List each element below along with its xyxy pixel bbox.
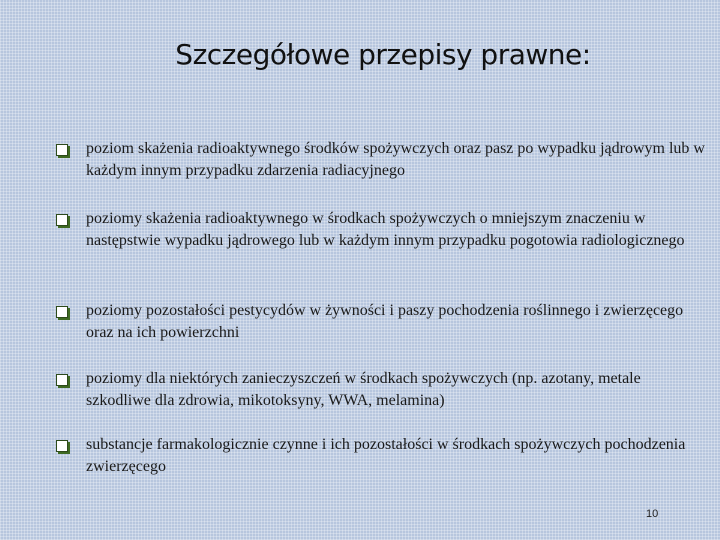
checkbox-bullet-icon: [56, 374, 68, 386]
bullet-text: poziom skażenia radioaktywnego środków spożywczych oraz pasz po wypadku jądrowym lub w każdym innym przypadku zdarzenia radiacyjnego: [86, 140, 705, 179]
list-item: [56, 208, 706, 252]
list-item: [56, 434, 706, 478]
checkbox-bullet-icon: [56, 440, 68, 452]
checkbox-bullet-icon: [56, 214, 68, 226]
bullet-text: poziomy skażenia radioaktywnego w środkach spożywczych o mniejszym znaczeniu w następstwie wypadku jądrowego lub w każdym innym przypadku pogotowia radiologicznego: [86, 210, 685, 249]
bullet-list: [56, 138, 706, 478]
bullet-text: poziomy dla niektórych zanieczyszczeń w środkach spożywczych (np. azotany, metale szkodliwe dla zdrowia, mikotoksyny, WWA, melamina): [86, 370, 641, 409]
checkbox-bullet-icon: [56, 144, 68, 156]
list-item: [56, 368, 706, 412]
bullet-text: substancje farmakologicznie czynne i ich pozostałości w środkach spożywczych pochodzenia zwierzęcego: [86, 436, 686, 475]
list-item: [56, 300, 706, 344]
page-number: 10: [646, 508, 659, 520]
list-item: [56, 138, 706, 186]
checkbox-bullet-icon: [56, 306, 68, 318]
slide-title: Szczegółowe przepisy prawne:: [175, 38, 591, 71]
bullet-text: poziomy pozostałości pestycydów w żywności i paszy pochodzenia roślinnego i zwierzęcego oraz na ich powierzchni: [86, 302, 684, 341]
